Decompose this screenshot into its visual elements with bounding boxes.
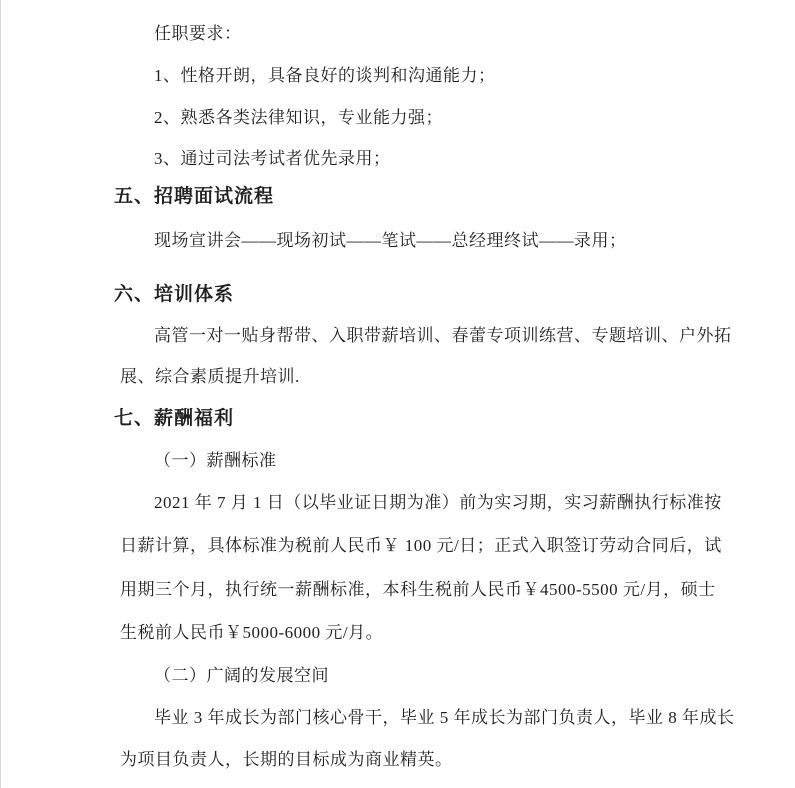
doc-line: 现场宣讲会——现场初试——笔试——总经理终试——录用； [154, 231, 627, 250]
doc-line: 1、性格开朗，具备良好的谈判和沟通能力； [154, 66, 496, 85]
doc-line: 生税前人民币￥5000-6000 元/月。 [120, 623, 384, 642]
doc-line: 日薪计算，具体标准为税前人民币￥ 100 元/日；正式入职签订劳动合同后，试 [120, 536, 722, 555]
doc-line: 为项目负责人，长期的目标成为商业精英。 [120, 750, 453, 769]
doc-line: 2、熟悉各类法律知识，专业能力强； [154, 108, 443, 127]
doc-line: 任职要求： [154, 24, 242, 43]
page-edge-line [0, 0, 1, 788]
doc-line: （一）薪酬标准 [154, 451, 277, 470]
doc-line: 展、综合素质提升培训. [120, 367, 300, 386]
doc-line: 3、通过司法考试者优先录用； [154, 149, 391, 168]
doc-line: （二）广阔的发展空间 [154, 666, 329, 685]
section-heading: 五、招聘面试流程 [114, 186, 275, 207]
doc-line: 高管一对一贴身帮带、入职带薪培训、春蕾专项训练营、专题培训、户外拓 [154, 326, 732, 345]
doc-line: 毕业 3 年成长为部门核心骨干，毕业 5 年成长为部门负责人，毕业 8 年成长 [154, 708, 735, 727]
doc-line: 用期三个月，执行统一薪酬标准，本科生税前人民币￥4500-5500 元/月，硕士 [120, 580, 716, 599]
doc-line: 2021 年 7 月 1 日（以毕业证日期为准）前为实习期，实习薪酬执行标准按 [154, 493, 722, 512]
section-heading: 六、培训体系 [114, 284, 235, 305]
section-heading: 七、薪酬福利 [114, 408, 235, 429]
